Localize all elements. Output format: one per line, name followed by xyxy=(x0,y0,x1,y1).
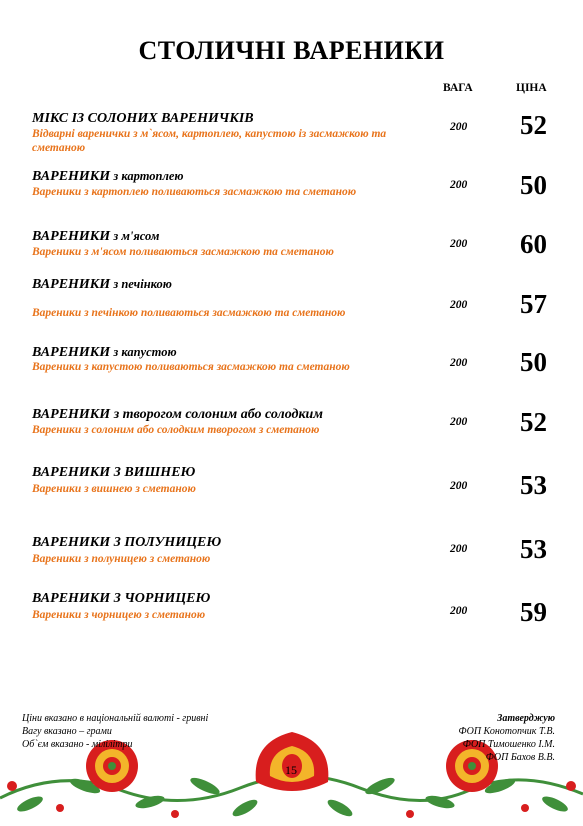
menu-item xyxy=(32,534,572,584)
item-name-rest: з капустою xyxy=(110,345,177,359)
item-description: Відварні варенички з м`ясом, картоплею, капустою із засмажкою та сметаною xyxy=(32,128,387,154)
item-description: Вареники з полуницею з сметаною xyxy=(32,553,211,565)
item-description: Вареники з вишнею з сметаною xyxy=(32,483,196,495)
item-name xyxy=(32,534,412,551)
item-name-main: ВАРЕНИКИ xyxy=(32,169,111,184)
item-price: 52 xyxy=(520,407,547,437)
menu-item xyxy=(32,110,572,160)
item-weight: 200 xyxy=(450,605,468,617)
weight-column-header: ВАГА xyxy=(443,82,473,94)
item-name-rest: з печінкою xyxy=(110,277,172,291)
item-name-main: ВАРЕНИКИ З ЧОРНИЦЕЮ xyxy=(32,591,211,606)
signatory: ФОП Бахов В.В. xyxy=(485,752,555,763)
menu-item xyxy=(32,406,572,456)
item-price: 50 xyxy=(520,347,547,377)
item-name xyxy=(32,406,412,423)
menu-item xyxy=(32,168,572,218)
item-description: Вареники з картоплею поливаються засмажкою та сметаною xyxy=(32,186,357,198)
item-description: Вареники з печінкою поливаються засмажкою та сметаною xyxy=(32,307,346,319)
menu-item xyxy=(32,276,572,326)
item-name-main: ВАРЕНИКИ xyxy=(32,345,111,360)
weight-note: Вагу вказано – грами xyxy=(22,726,112,737)
item-name-rest: з картоплею xyxy=(110,169,184,183)
item-description: Вареники з чорницею з сметаною xyxy=(32,609,206,621)
item-name-main: ВАРЕНИКИ З ВИШНЕЮ xyxy=(32,465,196,480)
item-price: 53 xyxy=(520,534,547,564)
signatory: ФОП Конотопчик Т.В. xyxy=(458,726,555,737)
item-name-main: МІКС ІЗ СОЛОНИХ ВАРЕНИЧКІВ xyxy=(32,111,254,126)
item-name xyxy=(32,590,412,607)
item-name-main: ВАРЕНИКИ xyxy=(32,277,111,292)
item-name xyxy=(32,344,412,361)
item-name-rest: з м'ясом xyxy=(110,229,160,243)
item-price: 57 xyxy=(520,289,547,319)
item-name xyxy=(32,168,412,185)
item-weight: 200 xyxy=(450,357,468,369)
item-weight: 200 xyxy=(450,179,468,191)
item-price: 52 xyxy=(520,110,547,140)
item-name-main: ВАРЕНИКИ xyxy=(32,229,111,244)
price-column-header: ЦІНА xyxy=(516,82,547,94)
item-name xyxy=(32,110,412,127)
item-weight: 200 xyxy=(450,238,468,250)
item-name xyxy=(32,276,412,293)
currency-note: Ціни вказано в національній валюті - гривні xyxy=(22,713,209,724)
signatory: ФОП Тимошенко І.М. xyxy=(462,739,555,750)
item-weight: 200 xyxy=(450,480,468,492)
item-weight: 200 xyxy=(450,416,468,428)
item-name xyxy=(32,464,412,481)
item-weight: 200 xyxy=(450,121,468,133)
menu-item xyxy=(32,344,572,394)
item-weight: 200 xyxy=(450,543,468,555)
item-description: Вареники з капустою поливаються засмажкою та сметаною xyxy=(32,361,350,373)
item-weight: 200 xyxy=(450,299,468,311)
menu-item xyxy=(32,228,572,278)
item-price: 60 xyxy=(520,229,547,259)
item-price: 53 xyxy=(520,470,547,500)
page-title: СТОЛИЧНІ ВАРЕНИКИ xyxy=(138,36,445,65)
volume-note: Об`єм вказано - мілілітри xyxy=(22,739,133,750)
approval-block xyxy=(458,712,555,764)
approve-label: Затверджую xyxy=(497,713,555,724)
item-price: 59 xyxy=(520,597,547,627)
footer-notes xyxy=(22,712,208,751)
item-name-main: ВАРЕНИКИ З ПОЛУНИЦЕЮ xyxy=(32,535,222,550)
menu-item xyxy=(32,590,572,640)
menu-item xyxy=(32,464,572,514)
item-name xyxy=(32,228,412,245)
page-number: 15 xyxy=(285,763,297,777)
item-description: Вареники з м'ясом поливаються засмажкою та сметаною xyxy=(32,246,334,258)
item-description: Вареники з солоним або солодким творогом з сметаною xyxy=(32,424,320,436)
item-price: 50 xyxy=(520,170,547,200)
item-name-main: ВАРЕНИКИ з творогом солоним або солодким xyxy=(32,407,323,422)
